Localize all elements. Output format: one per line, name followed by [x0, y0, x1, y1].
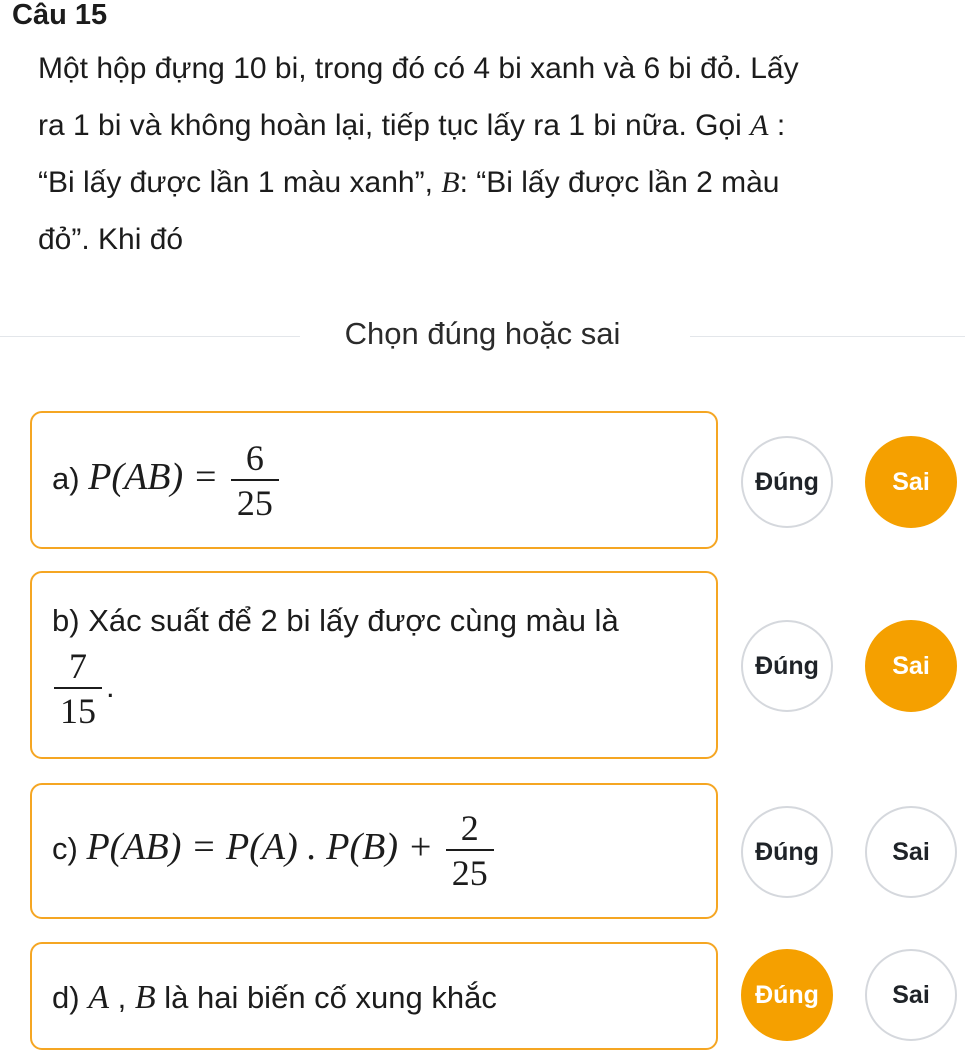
question-text [38, 40, 953, 268]
statement-card-a [30, 411, 718, 549]
fraction [54, 645, 102, 733]
fraction-denominator: 25 [231, 479, 279, 525]
statement-label: a) [52, 461, 80, 497]
fraction [231, 437, 279, 525]
statement-a-true-button[interactable]: Đúng [741, 436, 833, 528]
event-b-definition: : “Bi lấy được lần 2 màu [459, 166, 780, 199]
statement-card-d [30, 942, 718, 1050]
statement-label: c) [52, 831, 78, 867]
question-line-3 [38, 154, 953, 211]
event-a-symbol: A [88, 979, 109, 1016]
fraction-numerator: 7 [69, 646, 87, 686]
statement-d-true-button[interactable]: Đúng [741, 949, 833, 1041]
statement-b-false-button[interactable]: Sai [865, 620, 957, 712]
statement-text: là hai biến cố xung khắc [155, 980, 497, 1015]
event-b-symbol: B [441, 166, 460, 199]
statement-card-c [30, 783, 718, 919]
fraction-numerator: 2 [460, 808, 479, 848]
fraction-numerator: 6 [245, 438, 264, 478]
question-line-2 [38, 97, 953, 154]
event-a-symbol: A [750, 109, 769, 142]
statement-d-false-button[interactable]: Sai [865, 949, 957, 1041]
period: . [106, 669, 115, 705]
statement-b-fraction-line [50, 645, 115, 733]
statement-label: d) [52, 980, 80, 1015]
fraction-denominator: 15 [54, 687, 102, 733]
math-lhs: P(AB) = P(A) . P(B) + [86, 826, 434, 869]
statement-card-b [30, 571, 718, 759]
event-b-symbol: B [134, 979, 156, 1016]
event-a-definition: “Bi lấy được lần 1 màu xanh”, [38, 166, 442, 199]
math-lhs: P(AB) = [88, 456, 219, 499]
question-line-1: Một hộp đựng 10 bi, trong đó có 4 bi xanh và 6 bi đỏ. Lấy [38, 52, 799, 85]
fraction [446, 807, 494, 895]
statement-c [52, 807, 498, 895]
statement-b [52, 601, 619, 641]
statement-c-true-button[interactable]: Đúng [741, 806, 833, 898]
comma: , [108, 980, 135, 1015]
statement-b-true-button[interactable]: Đúng [741, 620, 833, 712]
statement-c-false-button[interactable]: Sai [865, 806, 957, 898]
statement-a [52, 437, 283, 525]
fraction-denominator: 25 [446, 849, 494, 895]
question-number: Câu 15 [12, 0, 108, 31]
question-line-4: đỏ”. Khi đó [38, 223, 184, 256]
statement-d [52, 978, 497, 1018]
colon: : [768, 109, 786, 142]
statement-label: b) [52, 603, 80, 638]
section-title: Chọn đúng hoặc sai [344, 316, 621, 351]
statement-text: Xác suất để 2 bi lấy được cùng màu là [88, 603, 619, 638]
section-divider-right [690, 336, 965, 337]
question-line-2-text: ra 1 bi và không hoàn lại, tiếp tục lấy ra 1 bi nữa. Gọi [38, 109, 751, 142]
statement-a-false-button[interactable]: Sai [865, 436, 957, 528]
